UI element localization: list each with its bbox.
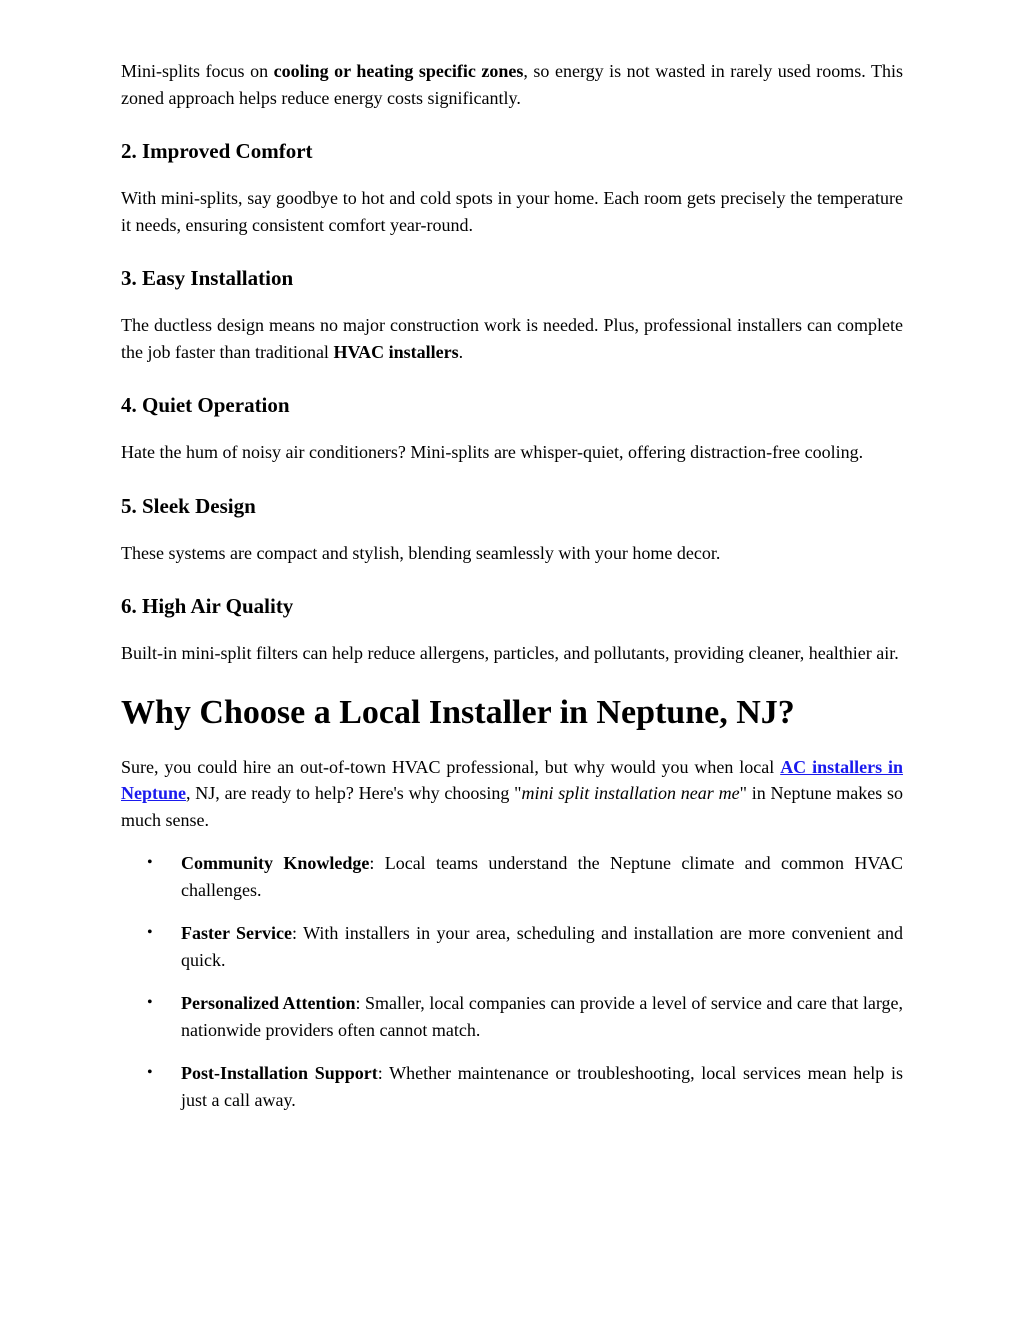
list-item [121,920,903,973]
list-item-bold-label: Faster Service [181,923,293,943]
energy-savings-paragraph [121,58,903,111]
bullet-icon: • [147,854,153,871]
bullet-icon: • [147,924,153,941]
paragraph-italic-text: mini split installation near me [521,783,740,803]
paragraph-text: " in Neptune makes so much sense. [121,783,903,830]
paragraph-bold-text: cooling or heating specific zones [273,61,524,81]
list-item-text: : With installers in your area, scheduling and installation are more convenient and quick. [181,923,903,970]
bullet-icon: • [147,1064,153,1081]
paragraph-text: Sure, you could hire an out-of-town HVAC professional, but why would you when local [121,756,781,777]
document-page [121,58,903,1113]
paragraph-text: , NJ, are ready to help? Here's why choosing " [186,783,522,803]
list-item [121,1060,903,1113]
paragraph-text: Mini-splits focus on [121,61,274,81]
high-air-quality-paragraph: Built-in mini-split filters can help reduce allergens, particles, and pollutants, providing cleaner, healthier air. [121,643,899,663]
paragraph-bold-text: HVAC installers [333,341,459,362]
quiet-operation-paragraph: Hate the hum of noisy air conditioners? Mini-splits are whisper-quiet, offering distraction-free cooling. [121,442,864,462]
paragraph-text: , so energy is not wasted in rarely used rooms. This zoned approach helps reduce energy costs significantly. [121,61,903,108]
heading-high-air-quality: 6. High Air Quality [121,594,294,618]
heading-easy-installation: 3. Easy Installation [121,266,294,290]
reasons-list [121,850,903,1113]
list-item [121,990,903,1043]
paragraph-text: . [458,341,464,362]
improved-comfort-paragraph: With mini-splits, say goodbye to hot and cold spots in your home. Each room gets precisely the temperature it needs, ensuring consistent comfort year-round. [121,188,903,235]
bullet-icon: • [147,994,153,1011]
heading-improved-comfort: 2. Improved Comfort [121,139,313,163]
list-item-text: : Smaller, local companies can provide a level of service and care that large, nationwide providers often cannot match. [181,993,903,1040]
heading-quiet-operation: 4. Quiet Operation [121,393,290,417]
section-title: Why Choose a Local Installer in Neptune, NJ? [121,693,795,731]
list-item-bold-label: Personalized Attention [181,993,356,1013]
list-item-bold-label: Post-Installation Support [181,1063,378,1083]
easy-installation-paragraph [121,312,903,365]
section-intro-paragraph [121,754,903,834]
paragraph-text: The ductless design means no major construction work is needed. Plus, professional installers can complete the job faster than traditional [121,315,903,362]
list-item-text: : Local teams understand the Neptune climate and common HVAC challenges. [181,853,903,900]
sleek-design-paragraph: These systems are compact and stylish, blending seamlessly with your home decor. [121,542,721,563]
heading-sleek-design: 5. Sleek Design [121,493,256,518]
ac-installers-neptune-link[interactable]: AC installers in Neptune [121,756,903,803]
list-item-bold-label: Community Knowledge [181,853,370,873]
list-item-text: : Whether maintenance or troubleshooting, local services mean help is just a call away. [181,1063,903,1110]
list-item [121,850,903,903]
